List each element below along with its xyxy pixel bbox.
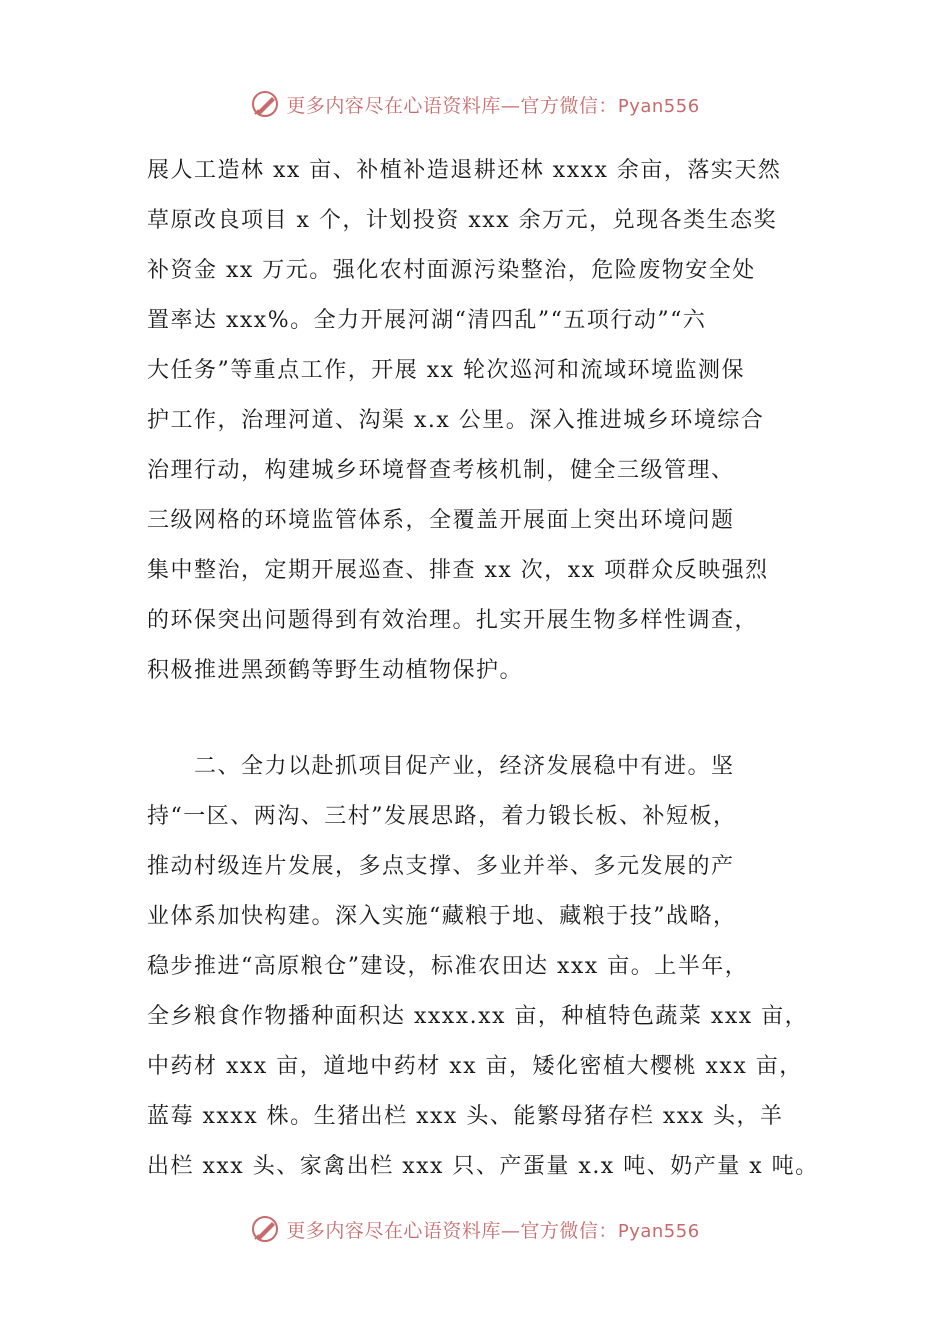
wechat-id: Pyan556 [617, 95, 700, 117]
paragraph-2 [147, 742, 827, 1192]
pen-circle-icon [250, 89, 280, 119]
document-body [147, 146, 827, 1192]
text-line: 推动村级连片发展，多点支撑、多业并举、多元发展的产 [147, 854, 735, 879]
paragraph-gap [147, 696, 827, 742]
text-line: 中药材 xxx 亩，道地中药材 xx 亩，矮化密植大樱桃 xxx 亩， [147, 1054, 803, 1079]
text-line: 积极推进黑颈鹤等野生动植物保护。 [147, 658, 524, 683]
wechat-id: Pyan556 [617, 1220, 700, 1242]
text-line: 展人工造林 xx 亩、补植补造退耕还林 xxxx 余亩，落实天然 [147, 158, 782, 183]
text-line: 护工作，治理河道、沟渠 x.x 公里。深入推进城乡环境综合 [147, 408, 765, 433]
text-line: 三级网格的环境监管体系，全覆盖开展面上突出环境问题 [147, 508, 735, 533]
text-line: 出栏 xxx 头、家禽出栏 xxx 只、产蛋量 x.x 吨、奶产量 x 吨。 [147, 1154, 819, 1179]
text-line: 大任务”等重点工作，开展 xx 轮次巡河和流域环境监测保 [147, 358, 746, 383]
footer-watermark [0, 1209, 950, 1249]
paragraph-1 [147, 146, 827, 696]
text-line: 补资金 xx 万元。强化农村面源污染整治，危险废物安全处 [147, 258, 756, 283]
text-line: 全乡粮食作物播种面积达 xxxx.xx 亩，种植特色蔬菜 xxx 亩， [147, 1004, 809, 1029]
text-line: 蓝莓 xxxx 株。生猪出栏 xxx 头、能繁母猪存栏 xxx 头，羊 [147, 1104, 784, 1129]
header-watermark [0, 84, 950, 124]
watermark-text: 更多内容尽在心语资料库—官方微信：Pyan556 [286, 94, 700, 117]
text-line: 的环保突出问题得到有效治理。扎实开展生物多样性调查， [147, 608, 759, 633]
text-line: 持“一区、两沟、三村”发展思路，着力锻长板、补短板， [147, 804, 737, 829]
text-line: 稳步推进“高原粮仓”建设，标准农田达 xxx 亩。上半年， [147, 954, 749, 979]
pen-circle-icon [250, 1214, 280, 1244]
text-line: 草原改良项目 x 个，计划投资 xxx 余万元，兑现各类生态奖 [147, 208, 778, 233]
text-line: 业体系加快构建。深入实施“藏粮于地、藏粮于技”战略， [147, 904, 737, 929]
text-line: 治理行动，构建城乡环境督查考核机制，健全三级管理、 [147, 458, 735, 483]
text-line: 集中整治，定期开展巡查、排查 xx 次，xx 项群众反映强烈 [147, 558, 769, 583]
text-line: 置率达 xxx%。全力开展河湖“清四乱”“五项行动”“六 [147, 308, 707, 333]
watermark-text: 更多内容尽在心语资料库—官方微信：Pyan556 [286, 1219, 700, 1242]
text-line: 二、全力以赴抓项目促产业，经济发展稳中有进。坚 [147, 754, 735, 779]
